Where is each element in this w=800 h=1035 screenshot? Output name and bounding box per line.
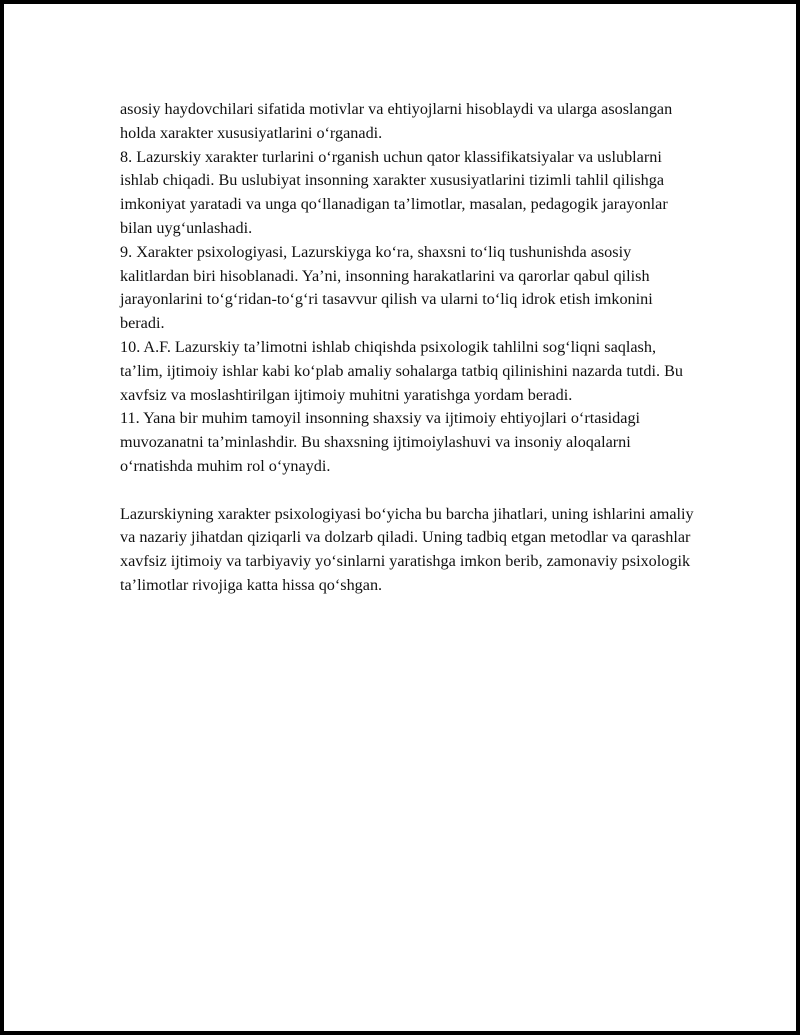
paragraph-item-10: 10. A.F. Lazurskiy ta’limotni ishlab chiqishda psixologik tahlilni sog‘liqni saqlash, ta’lim, ijtimoiy ishlar kabi ko‘plab amaliy sohalarga tatbiq qilinishini nazarda tutdi. Bu xavfsiz va moslashtirilgan ijtimoiy muhitni yaratishga yordam beradi. [120,337,684,404]
paragraph-conclusion: Lazurskiyning xarakter psixologiyasi bo‘yicha bu barcha jihatlari, uning ishlarini amaliy va nazariy jihatdan qiziqarli va dolzarb qiladi. Uning tadbiq etgan metodlar va qarashlar xavfsiz ijtimoiy va tarbiyaviy yo‘sinlarni yaratishga imkon berib, zamonaviy psixologik ta’limotlar rivojiga katta hissa qo‘shgan. [120,504,694,594]
paragraph-item-11: 11. Yana bir muhim tamoyil insonning shaxsiy va ijtimoiy ehtiyojlari o‘rtasidagi muvozanatni ta’minlashdir. Bu shaxsning ijtimoiylashuvi va insoniy aloqalarni o‘rnatishda muhim rol o‘ynaydi. [120,409,641,475]
document-body [120,98,700,598]
paragraph-continuation: asosiy haydovchilari sifatida motivlar va ehtiyojlarni hisoblaydi va ularga asoslangan holda xarakter xususiyatlarini o‘rganadi. [120,100,673,142]
paragraph-item-9: 9. Xarakter psixologiyasi, Lazurskiyga ko‘ra, shaxsni to‘liq tushunishda asosiy kalitlardan biri hisoblanadi. Ya’ni, insonning harakatlarini va qarorlar qabul qilish jarayonlarini to‘g‘ridan-to‘g‘ri tasavvur qilish va ularni to‘liq idrok etish imkonini beradi. [120,242,653,333]
paragraph-item-8: 8. Lazurskiy xarakter turlarini o‘rganish uchun qator klassifikatsiyalar va uslublarni ishlab chiqadi. Bu uslubiyat insonning xarakter xususiyatlarini tizimli tahlil qilishga imkoniyat yaratadi va unga qo‘llanadigan ta’limotlar, masalan, pedagogik jarayonlar bilan uyg‘unlashadi. [120,147,668,237]
